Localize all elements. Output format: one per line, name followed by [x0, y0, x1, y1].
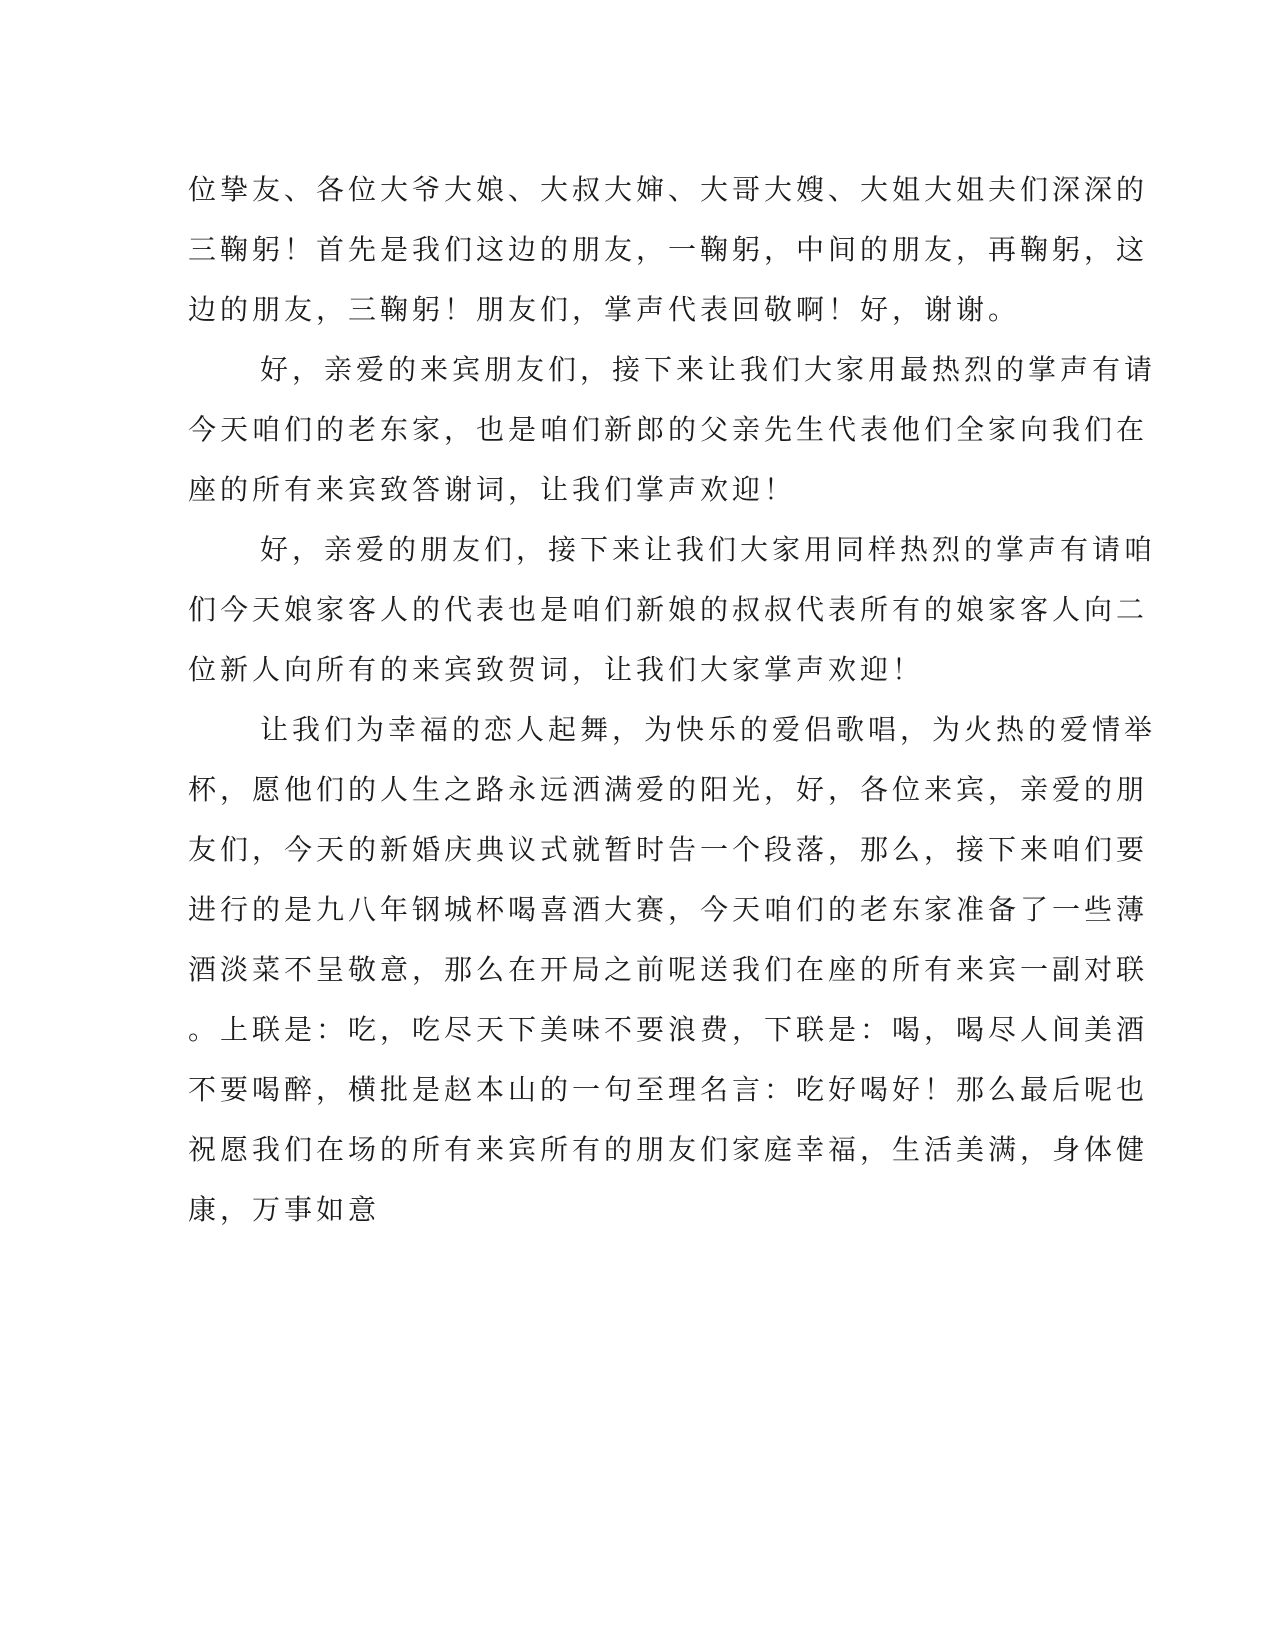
text-line: 康，万事如意 — [188, 1193, 381, 1226]
text-line: 边的朋友，三鞠躬！朋友们，掌声代表回敬啊！好，谢谢。 — [188, 293, 1021, 326]
text-line: 座的所有来宾致答谢词，让我们掌声欢迎！ — [188, 473, 797, 506]
text-line: 祝愿我们在场的所有来宾所有的朋友们家庭幸福，生活美满，身体健 — [188, 1133, 1149, 1166]
text-line: 不要喝醉，横批是赵本山的一句至理名言：吃好喝好！那么最后呢也 — [188, 1073, 1149, 1106]
text-line: 进行的是九八年钢城杯喝喜酒大赛，今天咱们的老东家准备了一些薄 — [188, 893, 1149, 926]
text-line: 杯，愿他们的人生之路永远洒满爱的阳光，好，各位来宾，亲爱的朋 — [188, 773, 1149, 806]
text-line: 。上联是：吃，吃尽天下美味不要浪费，下联是：喝，喝尽人间美酒 — [188, 1013, 1149, 1046]
text-line: 们今天娘家客人的代表也是咱们新娘的叔叔代表所有的娘家客人向二 — [188, 593, 1149, 626]
document-body — [188, 160, 1157, 1240]
paragraph-start-line: 让我们为幸福的恋人起舞，为快乐的爱侣歌唱，为火热的爱情举 — [260, 713, 1157, 746]
text-line: 位新人向所有的来宾致贺词，让我们大家掌声欢迎！ — [188, 653, 925, 686]
text-line: 酒淡菜不呈敬意，那么在开局之前呢送我们在座的所有来宾一副对联 — [188, 953, 1149, 986]
text-line: 友们，今天的新婚庆典议式就暂时告一个段落，那么，接下来咱们要 — [188, 833, 1149, 866]
paragraph-start-line: 好，亲爱的朋友们，接下来让我们大家用同样热烈的掌声有请咱 — [260, 533, 1157, 566]
text-line: 三鞠躬！首先是我们这边的朋友，一鞠躬，中间的朋友，再鞠躬，这 — [188, 233, 1149, 266]
paragraph-start-line: 好，亲爱的来宾朋友们，接下来让我们大家用最热烈的掌声有请 — [260, 353, 1157, 386]
text-line: 今天咱们的老东家，也是咱们新郎的父亲先生代表他们全家向我们在 — [188, 413, 1149, 446]
text-line: 位挚友、各位大爷大娘、大叔大婶、大哥大嫂、大姐大姐夫们深深的 — [188, 173, 1149, 206]
